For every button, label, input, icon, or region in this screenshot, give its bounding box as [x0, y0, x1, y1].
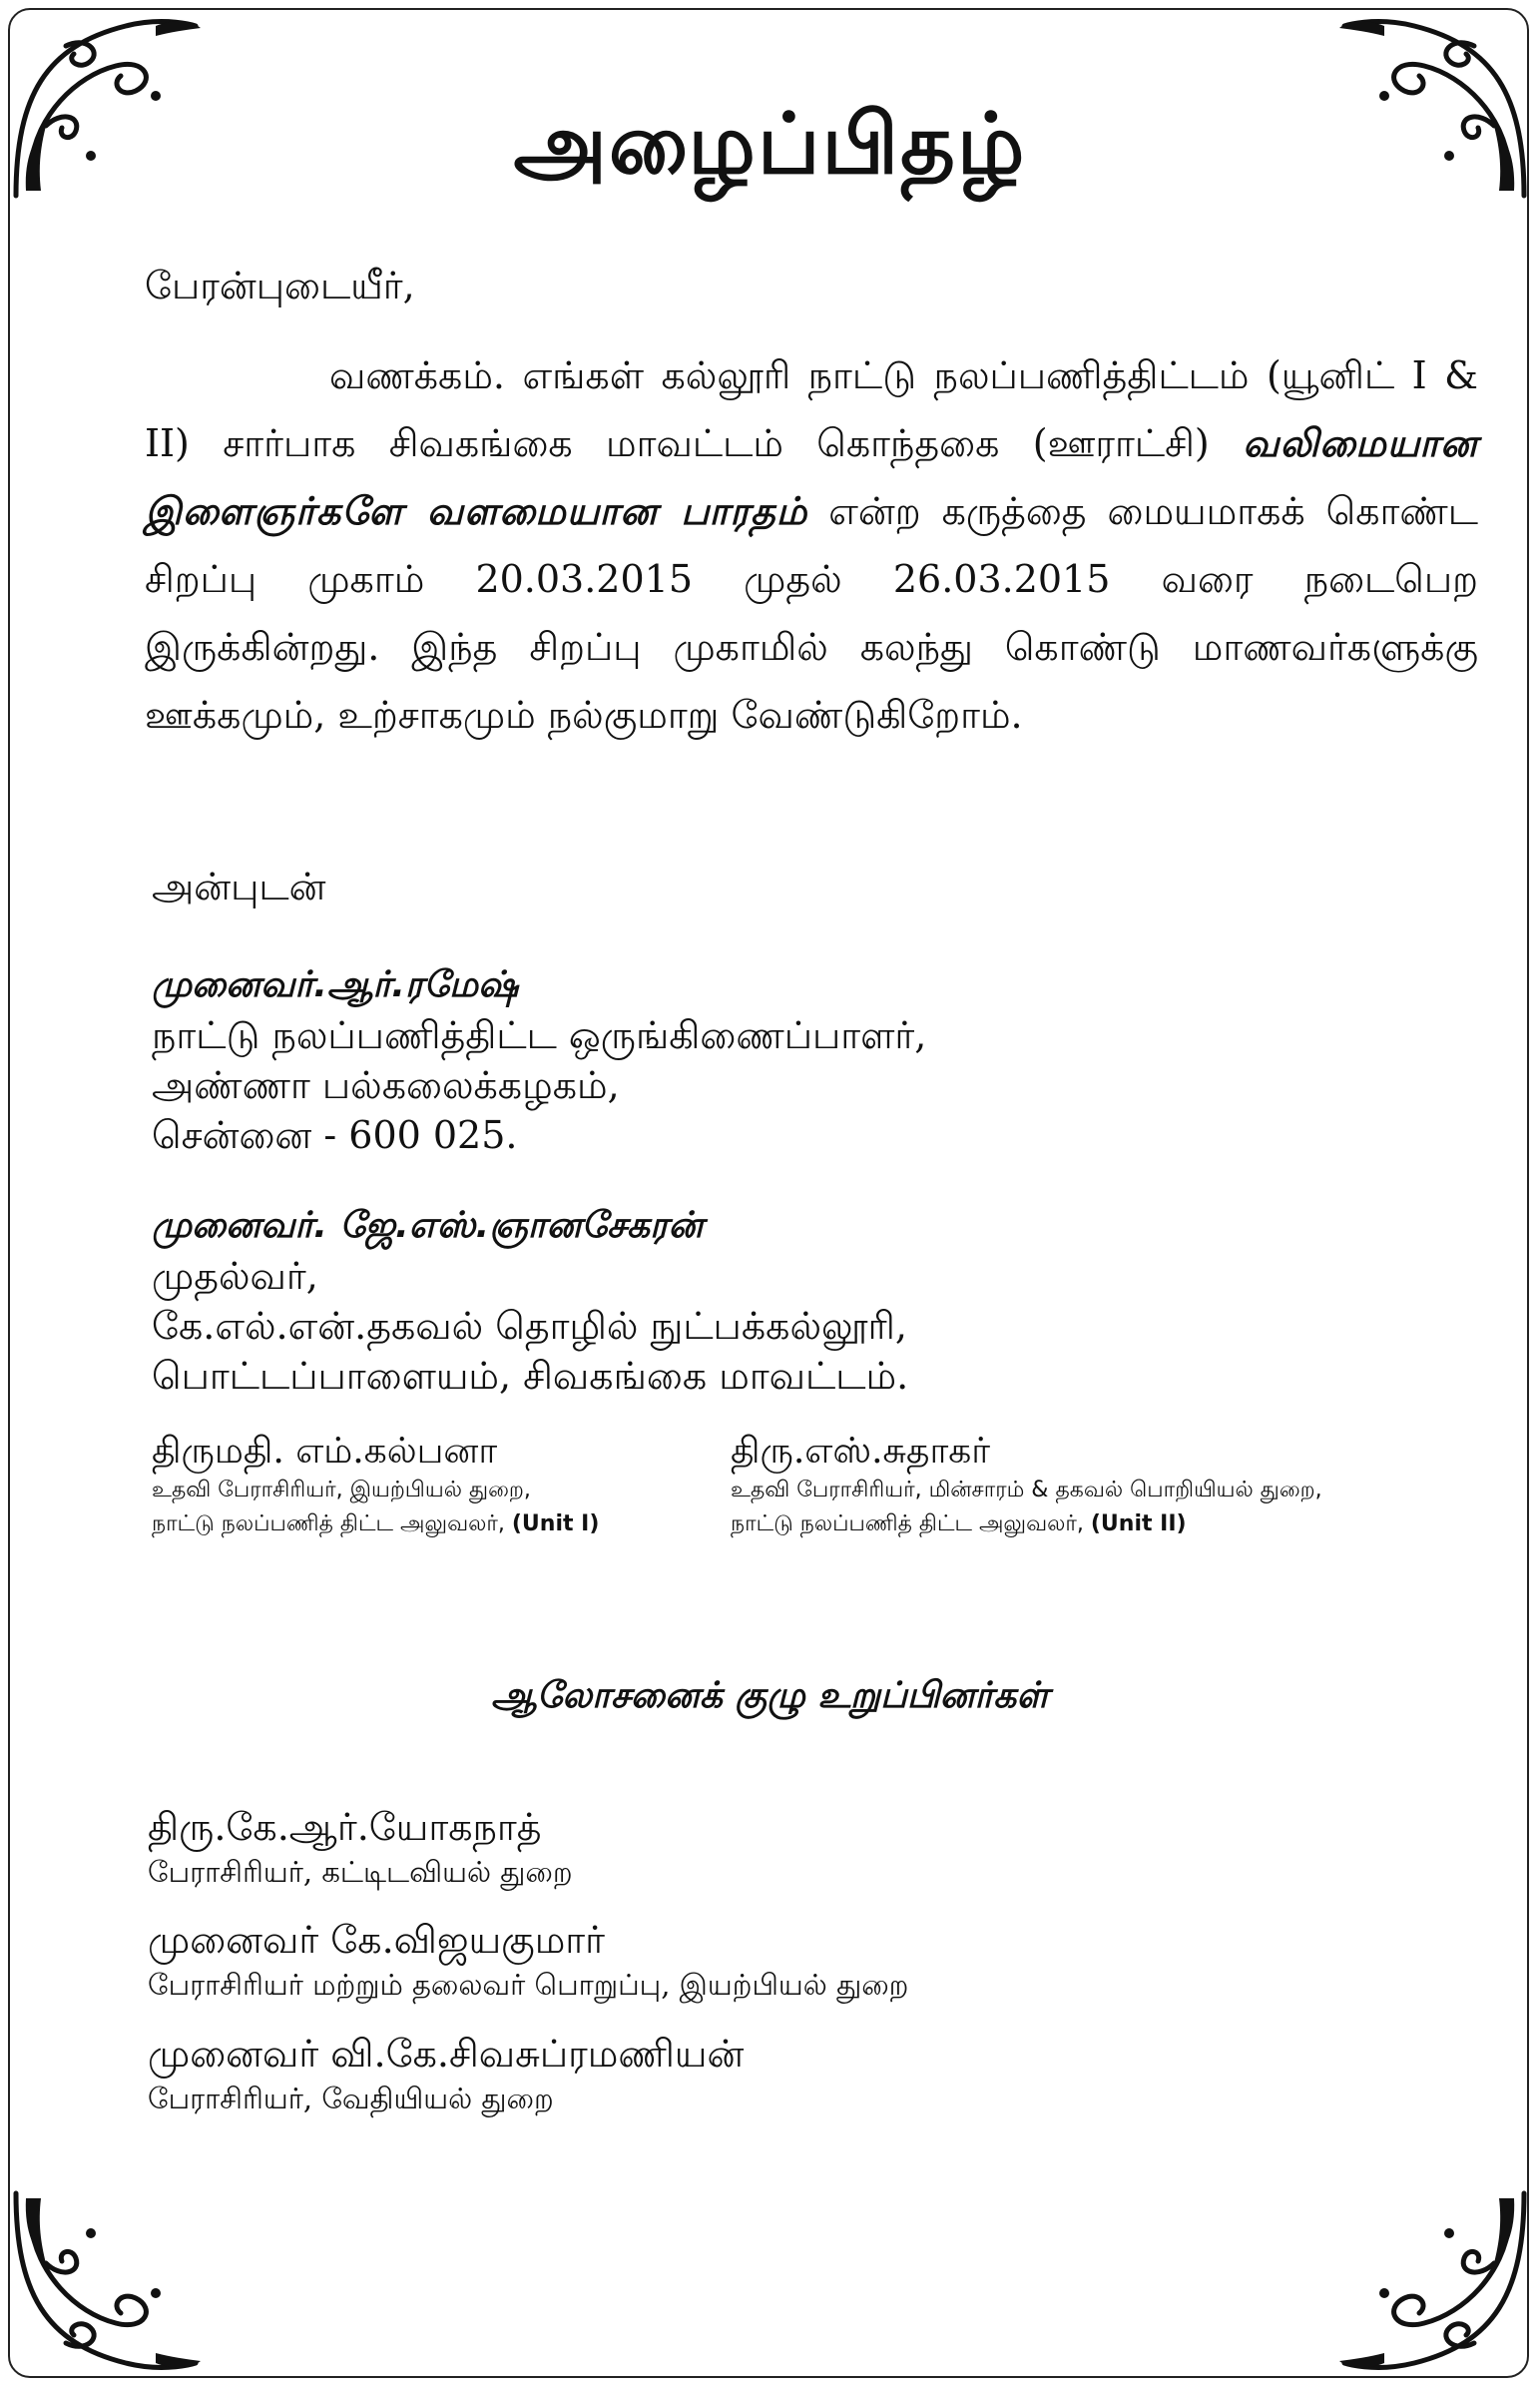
invitation-paragraph — [145, 341, 1478, 749]
advisory-committee-heading: ஆலோசனைக் குழு உறுப்பினர்கள் — [491, 1675, 1049, 1716]
officer-unit: (Unit I) — [511, 1511, 600, 1536]
signatory-name: முனைவர். ஜே.எஸ்.ஞானசேகரன் — [152, 1205, 704, 1246]
paragraph-text-before: வணக்கம். எங்கள் கல்லூரி நாட்டு நலப்பணித்திட்டம் (யூனிட் I & II) சார்பாக சிவகங்கை மாவட்டம் கொந்தகை (ஊராட்சி) — [145, 353, 1478, 465]
signatory-institution: கே.எல்.என்.தகவல் தொழில் நுட்பக்கல்லூரி, — [152, 1304, 907, 1348]
advisor-role: பேராசிரியர் மற்றும் தலைவர் பொறுப்பு, இயற்பியல் துறை — [148, 1968, 909, 2002]
officer-unit: (Unit II) — [1090, 1511, 1187, 1536]
signatory-address: சென்னை - 600 025. — [152, 1113, 518, 1157]
advisor-entry — [148, 1802, 573, 1892]
theme-slogan: வலிமையான இளைஞர்களே வளமையான பாரதம் — [145, 421, 1478, 533]
officer-role: உதவி பேராசிரியர், மின்சாரம் & தகவல் பொறியியல் துறை, — [731, 1478, 1322, 1502]
advisor-name: திரு.கே.ஆர்.யோகநாத் — [148, 1805, 542, 1849]
signatory-designation: முதல்வர், — [152, 1254, 318, 1298]
signatory-address: பொட்டப்பாளையம், சிவகங்கை மாவட்டம். — [152, 1354, 909, 1398]
signatory-institution: அண்ணா பல்கலைக்கழகம், — [152, 1063, 620, 1107]
signatory-name: முனைவர்.ஆர்.ரமேஷ் — [152, 964, 519, 1005]
program-officer-unit-1 — [152, 1430, 599, 1541]
advisor-name: முனைவர் கே.விஜயகுமார் — [148, 1918, 606, 1962]
officer-duty — [731, 1507, 1322, 1541]
officer-name: திருமதி. எம்.கல்பனா — [152, 1431, 498, 1472]
signatory-designation: நாட்டு நலப்பணித்திட்ட ஒருங்கிணைப்பாளர், — [152, 1013, 927, 1057]
officer-duty-text: நாட்டு நலப்பணித் திட்ட அலுவலர், — [152, 1511, 505, 1536]
flourish-ornament-bottom-left — [6, 2183, 206, 2383]
invitation-title: அழைப்பிதழ் — [513, 95, 1027, 193]
program-officer-unit-2 — [731, 1430, 1322, 1541]
officer-role: உதவி பேராசிரியர், இயற்பியல் துறை, — [152, 1478, 531, 1502]
officer-name: திரு.எஸ்.சுதாகர் — [731, 1431, 991, 1472]
signatory-block-coordinator — [152, 960, 926, 1160]
advisor-role: பேராசிரியர், கட்டிடவியல் துறை — [148, 1855, 573, 1889]
officer-duty — [152, 1507, 599, 1541]
salutation: பேரன்புடையீர், — [145, 264, 415, 307]
advisor-name: முனைவர் வி.கே.சிவசுப்ரமணியன் — [148, 2032, 745, 2076]
paragraph-text-after: என்ற கருத்தை மையமாகக் கொண்ட சிறப்பு முகாம் 20.03.2015 முதல் 26.03.2015 வரை நடைபெற இருக்கின்றது. இந்த சிறப்பு முகாமில் கலந்து கொண்டு மாணவர்களுக்கு ஊக்கமும், உற்சாகமும் நல்குமாறு வேண்டுகிறோம். — [145, 489, 1478, 737]
advisor-entry — [148, 2029, 744, 2118]
flourish-ornament-bottom-right — [1334, 2183, 1534, 2383]
signatory-block-principal — [152, 1201, 908, 1401]
closing-line: அன்புடன் — [152, 865, 326, 908]
advisor-role: பேராசிரியர், வேதியியல் துறை — [148, 2082, 554, 2115]
advisor-entry — [148, 1915, 908, 2005]
officer-duty-text: நாட்டு நலப்பணித் திட்ட அலுவலர், — [731, 1511, 1084, 1536]
